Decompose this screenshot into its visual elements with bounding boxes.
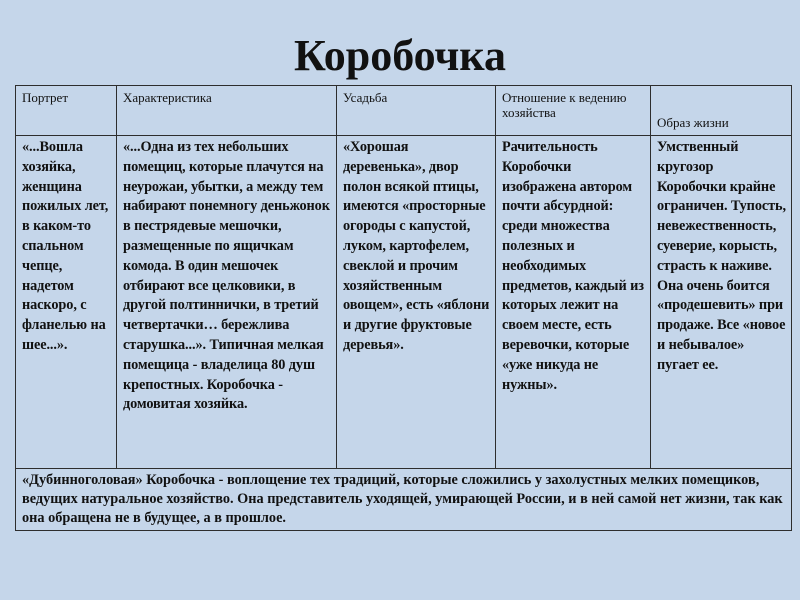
table-footer-row	[16, 469, 792, 531]
cell-portrait	[16, 136, 117, 469]
header-attitude: Отношение к ведению хозяйства	[496, 86, 651, 136]
table-header-row	[16, 86, 792, 136]
cell-characteristic-text: «...Одна из тех небольших помещиц, которые плачутся на неурожаи, убытки, а между тем набирают понемногу деньжонок в пестрядевые мешочки, размещенные по ящичкам комода. В один мешочек отбирают все целковики, в другой полтиннички, в третий четвертачки… бережлива старушка...». Типичная мелкая помещица - владелица 80 душ крепостных. Коробочка - домовитая хозяйка.	[123, 139, 330, 413]
cell-characteristic	[117, 136, 337, 469]
characteristics-table	[15, 85, 792, 531]
cell-lifestyle	[651, 136, 792, 469]
cell-attitude-text: Рачительность Коробочки изображена автором почти абсурдной: среди множества полезных и необходимых предметов, каждый из которых лежит на своем месте, есть веревочки, которые «уже никуда не нужны».	[502, 139, 644, 393]
cell-attitude	[496, 136, 651, 469]
page-title: Коробочка	[294, 31, 506, 80]
cell-estate-text: «Хорошая деревенька», двор полон всякой птицы, имеются «просторные огороды с капустой, луком, картофелем, свеклой и прочим хозяйственным овощем», есть «яблони и другие фруктовые деревья».	[343, 139, 490, 353]
header-estate: Усадьба	[337, 86, 496, 136]
header-characteristic: Характеристика	[117, 86, 337, 136]
cell-estate	[337, 136, 496, 469]
footer-summary: «Дубинноголовая» Коробочка - воплощение тех традиций, которые сложились у захолустных мелких помещиков, ведущих натуральное хозяйство. Она представитель уходящей, умирающей России, и в ней самой нет жизни, так как она обращена не в будущее, а в прошлое.	[16, 469, 792, 531]
cell-portrait-text: «...Вошла хозяйка, женщина пожилых лет, в каком-то спальном чепце, надетом наскоро, с фланелью на шее...».	[22, 139, 109, 353]
table-row	[16, 136, 792, 469]
header-portrait: Портрет	[16, 86, 117, 136]
cell-lifestyle-text: Умственный кругозор Коробочки крайне ограничен. Тупость, невежественность, суеверие, корысть, страсть к наживе. Она очень боится «продешевить» при продаже. Все «новое и небывалое» пугает ее.	[657, 139, 786, 373]
header-lifestyle: Образ жизни	[651, 86, 792, 136]
